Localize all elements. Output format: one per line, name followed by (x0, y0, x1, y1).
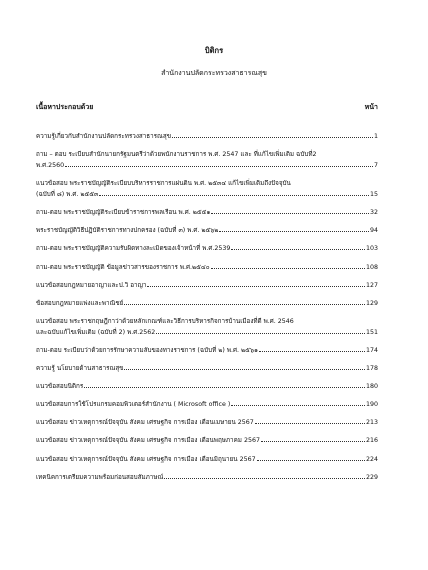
dot-leader (147, 285, 365, 287)
toc-entry (36, 178, 378, 200)
toc-entry-line (36, 131, 378, 142)
toc-entry-text: ความรู้ นโยบายด้านสาธารณสุข (36, 365, 124, 373)
dot-leader (211, 212, 369, 214)
toc-entry-text: (ฉบับที่ ๘) พ.ศ. ๒๕๕๓ (36, 191, 99, 199)
toc-page-number: 190 (365, 401, 378, 409)
toc-entry-text: แนวข้อสอบการใช้โปรแกรมคอมพิวเตอร์สำนักงาน ( Microsoft office ) (36, 401, 231, 409)
toc-entry-line (36, 417, 378, 428)
toc-entry (36, 225, 378, 236)
toc-page-number: 1 (373, 133, 378, 140)
dot-leader (231, 404, 365, 406)
toc-entry-line (36, 363, 378, 374)
dot-leader (219, 230, 369, 232)
toc-entry (36, 381, 378, 392)
toc-page-number: 127 (365, 281, 378, 289)
toc-page-number: 174 (365, 346, 378, 354)
toc-entry-text: แนวข้อสอบ พระราชกฤษฎีกาว่าด้วยหลักเกณฑ์และวิธีการบริหารกิจการบ้านเมืองที่ดี พ.ศ. 2546 (36, 317, 294, 325)
toc-entry-text: ถาม-ตอบ ระเบียบว่าด้วยการรักษาความลับของทางราชการ (ฉบับที่ ๒) พ.ศ. ๒๕๖๑ (36, 346, 258, 354)
toc-entry (36, 363, 378, 374)
toc-entry-text: ความรู้เกี่ยวกับสำนักงานปลัดกระทรวงสาธารณสุข (36, 133, 172, 140)
dot-leader (255, 422, 365, 424)
toc-entry-line (36, 435, 378, 446)
toc-entry-line (36, 243, 378, 254)
toc-page-number: 94 (369, 227, 378, 235)
toc-page-number: 178 (365, 365, 378, 373)
toc-entry-text: ถาม – ตอบ ระเบียบสำนักนายกรัฐมนตรีว่าด้วยพนักงานราชการ พ.ศ. 2547 และ ที่แก้ไขเพิ่มเติม ฉบับที่2 (36, 151, 317, 159)
toc-entry (36, 280, 378, 291)
toc-entry (36, 345, 378, 356)
toc-entry-text: แนวข้อสอบนิติกร (36, 383, 84, 391)
toc-entry (36, 417, 378, 428)
dot-leader (172, 136, 373, 138)
toc-entry (36, 262, 378, 273)
toc-page-number: 108 (365, 263, 378, 271)
contents-heading: เนื้อหาประกอบด้วย (36, 103, 94, 111)
dot-leader (211, 267, 365, 269)
dot-leader (124, 303, 365, 305)
toc-entry (36, 435, 378, 446)
toc-entry-text: ถาม-ตอบ พระราชบัญญัติระเบียบข้าราชการพลเรือน พ.ศ. ๒๕๕๑ (36, 209, 211, 217)
toc-entry (36, 149, 378, 171)
toc-entry (36, 207, 378, 218)
toc-entry-line (36, 345, 378, 356)
toc-page-number: 7 (373, 162, 378, 170)
toc-entry-line (36, 189, 378, 200)
toc-entry-line (36, 327, 378, 338)
toc-page-number: 229 (365, 473, 378, 481)
dot-leader (65, 165, 373, 167)
toc-entry (36, 399, 378, 410)
toc-entry-text: พ.ศ.2560 (36, 162, 65, 170)
toc-entry-line (36, 149, 378, 160)
toc-entry-line (36, 178, 378, 189)
toc-entry-text: ถาม-ตอบ พระราชบัญญัติความรับผิดทางละเมิดของเจ้าหน้าที่ พ.ศ.2539 (36, 245, 231, 253)
toc-entry-text: พระราชบัญญัติวิธีปฏิบัติราชการทางปกครอง (ฉบับที่ ๓) พ.ศ. ๒๕๖๒ (36, 227, 219, 235)
toc-entry-text: ข้อสอบกฎหมายแพ่งและพาณิชย์ (36, 299, 124, 307)
toc-entry-line (36, 160, 378, 171)
toc-page-number: 32 (369, 209, 378, 217)
toc-page-number: 213 (365, 419, 378, 427)
toc-entry-text: และฉบับแก้ไขเพิ่มเติม (ฉบับที่ 2) พ.ศ.2562 (36, 328, 156, 336)
toc-entry (36, 243, 378, 254)
toc-entry-line (36, 207, 378, 218)
toc-entry (36, 298, 378, 309)
toc-page-number: 129 (365, 299, 378, 307)
table-of-contents (36, 131, 378, 490)
toc-entry-line (36, 280, 378, 291)
toc-entry (36, 472, 378, 483)
toc-page-number: 103 (365, 245, 378, 253)
toc-entry-line (36, 316, 378, 327)
toc-entry-text: แนวข้อสอบ พระราชบัญญัติระเบียบบริหารราชการแผ่นดิน พ.ศ. ๒๕๓๔ แก้ไขเพิ่มเติมถึงปัจจุบัน (36, 180, 291, 188)
dot-leader (261, 440, 365, 442)
page-column-heading: หน้า (364, 103, 378, 111)
toc-entry-line (36, 472, 378, 483)
dot-leader (156, 332, 365, 334)
toc-entry (36, 454, 378, 465)
toc-entry-text: แนวข้อสอบ ข่าวเหตุการณ์ปัจจุบัน สังคม เศรษฐกิจ การเมือง เดือนมิถุนายน 2567 (36, 455, 256, 463)
toc-entry-line (36, 225, 378, 236)
toc-page-number: 180 (365, 383, 378, 391)
toc-entry-text: ถาม-ตอบ พระราชบัญญัติ ข้อมูลข่าวสารของราชการ พ.ศ.๒๕๔๐ (36, 263, 210, 271)
dot-leader (164, 477, 365, 479)
toc-page-number: 216 (365, 437, 378, 445)
toc-entry-line (36, 399, 378, 410)
document-subtitle: สำนักงานปลัดกระทรวงสาธารณสุข (161, 69, 267, 77)
toc-entry-line (36, 262, 378, 273)
toc-entry (36, 131, 378, 142)
dot-leader (84, 386, 365, 388)
dot-leader (259, 350, 365, 352)
dot-leader (124, 368, 364, 370)
dot-leader (99, 194, 369, 196)
toc-entry (36, 316, 378, 338)
toc-entry-line (36, 381, 378, 392)
dot-leader (257, 459, 365, 461)
toc-page-number: 224 (365, 455, 378, 463)
toc-entry-line (36, 454, 378, 465)
toc-entry-line (36, 298, 378, 309)
dot-leader (231, 248, 365, 250)
toc-page-number: 151 (365, 328, 378, 336)
toc-page-number: 15 (369, 191, 378, 199)
toc-entry-text: แนวข้อสอบกฎหมายอาญาและป.วิ อาญา (36, 281, 147, 289)
toc-entry-text: แนวข้อสอบ ข่าวเหตุการณ์ปัจจุบัน สังคม เศรษฐกิจ การเมือง เดือนเมษายน 2567 (36, 419, 254, 427)
document-title: บิติกร (204, 46, 224, 55)
toc-entry-text: แนวข้อสอบ ข่าวเหตุการณ์ปัจจุบัน สังคม เศรษฐกิจ การเมือง เดือนพฤษภาคม 2567 (36, 437, 260, 445)
toc-entry-text: เทคนิคการเตรียมความพร้อมก่อนสอบสัมภาษณ์ (36, 473, 164, 481)
